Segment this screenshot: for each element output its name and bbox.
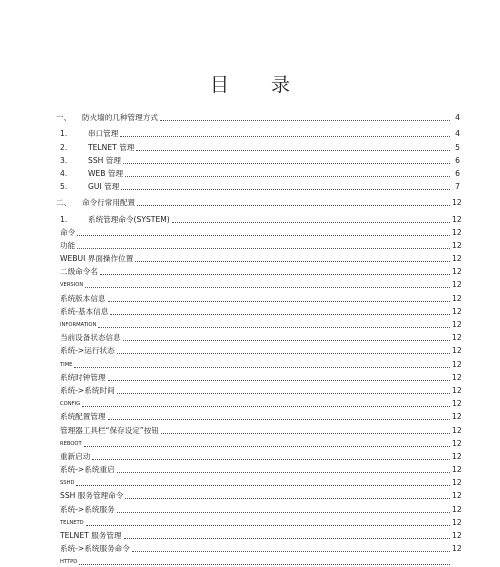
toc-entry[interactable] <box>60 370 460 383</box>
toc-entry-text: TELNET 管理 <box>88 142 135 152</box>
toc-entry[interactable] <box>60 126 460 139</box>
toc-entry-text: TIME <box>60 361 73 368</box>
toc-leader-dots <box>172 221 450 223</box>
toc-entry-number: 3. <box>60 155 68 165</box>
toc-entry[interactable] <box>56 195 462 208</box>
toc-page-number: 12 <box>452 451 462 461</box>
toc-entry-text: 系统-基本信息 <box>60 306 109 316</box>
toc-entry[interactable] <box>60 528 460 541</box>
toc-entry[interactable] <box>56 110 460 123</box>
toc-page-number: 12 <box>452 320 462 329</box>
toc-page-number: 12 <box>452 240 462 250</box>
toc-entry-text: 系统->系统服务命令 <box>60 544 130 554</box>
toc-entry-text: 管理器工具栏“保存设定”按钮 <box>60 425 159 435</box>
toc-entry[interactable] <box>60 409 460 422</box>
toc-entry[interactable] <box>60 330 460 343</box>
toc-leader-dots <box>110 313 450 315</box>
toc-entry[interactable] <box>60 396 460 409</box>
toc-entry-text: 命令行常用配置 <box>82 198 136 208</box>
toc-leader-dots <box>117 471 450 473</box>
toc-page-number: 12 <box>452 517 462 527</box>
toc-entry[interactable] <box>60 422 460 435</box>
toc-leader-dots <box>136 149 450 151</box>
toc-entry-text: GUI 管理 <box>88 182 120 192</box>
toc-leader-dots <box>77 247 450 249</box>
toc-entry[interactable] <box>60 462 460 475</box>
toc-entry-text: TELNETD <box>60 519 84 526</box>
toc-leader-dots <box>100 273 450 275</box>
page-title: 目 录 <box>209 74 309 96</box>
toc-entry[interactable] <box>60 166 460 179</box>
toc-entry[interactable] <box>60 317 460 330</box>
toc-page-number: 12 <box>452 359 462 369</box>
toc-page-number: 6 <box>455 155 460 165</box>
toc-entry-text: 系统配置管理 <box>60 412 106 422</box>
toc-leader-dots <box>125 175 450 177</box>
toc-entry-text: 系统管理命令(SYSTEM) <box>88 214 170 224</box>
toc-page-number: 12 <box>452 425 462 435</box>
toc-leader-dots <box>79 563 450 565</box>
toc-page-number: 12 <box>452 412 462 422</box>
toc-entry[interactable] <box>60 436 460 449</box>
toc-entry[interactable] <box>60 554 460 567</box>
toc-entry-text: SSH 管理 <box>88 155 121 165</box>
toc-entry-text: 系统版本信息 <box>60 293 106 303</box>
toc-page-number: 4 <box>455 129 460 139</box>
toc-entry-number: 1. <box>60 129 68 139</box>
toc-entry[interactable] <box>60 541 460 554</box>
toc-page-number: 12 <box>452 198 462 208</box>
toc-page-number: 12 <box>452 293 462 303</box>
toc-page-number: 6 <box>455 168 460 178</box>
toc-entry[interactable] <box>60 304 460 317</box>
toc-page-number: 12 <box>452 478 462 488</box>
toc-page-number: 12 <box>452 254 462 264</box>
toc-entry[interactable] <box>60 211 460 224</box>
toc-page-number: 12 <box>452 544 462 554</box>
toc-page-number: 12 <box>452 385 462 395</box>
toc-entry-text: WEB 管理 <box>88 168 124 178</box>
toc-entry[interactable] <box>60 501 460 514</box>
toc-entry-text: 二级命令名 <box>60 267 98 277</box>
toc-page-number: 4 <box>455 113 460 123</box>
toc-entry-text: SSH 服务管理命令 <box>60 491 124 501</box>
toc-leader-dots <box>108 418 450 420</box>
toc-page-number: 12 <box>452 372 462 382</box>
toc-entry-text: 功能 <box>60 240 76 250</box>
toc-page-number: 12 <box>452 531 462 540</box>
toc-leader-dots <box>117 511 450 513</box>
toc-entry[interactable] <box>60 475 460 488</box>
toc-leader-dots <box>76 484 450 486</box>
toc-entry[interactable] <box>60 343 460 356</box>
toc-leader-dots <box>77 234 450 236</box>
toc-entry-number: 2. <box>60 142 68 152</box>
toc-entry[interactable] <box>60 225 460 238</box>
toc-leader-dots <box>117 352 450 354</box>
toc-entry-text: VERSION <box>60 282 84 289</box>
toc-entry-text: 系统->系统服务 <box>60 504 115 514</box>
toc-entry-text: 防火墙的几种管理方式 <box>82 113 158 123</box>
toc-entry-text: 重新启动 <box>60 451 91 461</box>
toc-leader-dots <box>98 326 450 328</box>
toc-entry-text: 系统->系统重启 <box>60 465 115 475</box>
toc-leader-dots <box>132 550 450 552</box>
toc-leader-dots <box>82 405 450 407</box>
toc-entry[interactable] <box>60 153 460 166</box>
toc-page-number: 12 <box>452 227 462 237</box>
toc-page-number: 12 <box>452 280 462 290</box>
toc-entry-text: 系统时钟管理 <box>60 372 106 382</box>
toc-entry-text: SSHD <box>60 480 75 487</box>
toc-entry[interactable] <box>60 488 460 501</box>
toc-entry-number: 二、 <box>56 198 72 208</box>
toc-leader-dots <box>86 524 450 526</box>
toc-leader-dots <box>123 339 450 341</box>
toc-entry[interactable] <box>60 238 460 251</box>
toc-entry-text: 命令 <box>60 227 76 237</box>
toc-entry[interactable] <box>60 383 460 396</box>
toc-entry-text: CONFIG <box>60 401 81 408</box>
toc-entry-text: 系统->运行状态 <box>60 346 115 356</box>
toc-leader-dots <box>161 432 450 434</box>
toc-page-number: 12 <box>452 346 462 356</box>
toc-leader-dots <box>160 119 450 121</box>
toc-entry[interactable] <box>60 515 460 528</box>
table-of-contents <box>56 110 462 567</box>
toc-page-number: 5 <box>455 142 460 152</box>
toc-leader-dots <box>125 497 450 499</box>
toc-leader-dots <box>108 300 450 302</box>
toc-leader-dots <box>124 537 450 539</box>
toc-page-number: 12 <box>452 267 462 277</box>
toc-entry-number: 4. <box>60 168 68 178</box>
toc-leader-dots <box>137 204 450 206</box>
toc-leader-dots <box>85 286 450 288</box>
toc-page-number: 12 <box>452 306 462 316</box>
toc-entry[interactable] <box>60 264 460 277</box>
toc-leader-dots <box>135 260 450 262</box>
toc-entry-text: REBOOT <box>60 440 82 447</box>
toc-entry-text: WEBUI 界面操作位置 <box>60 254 134 264</box>
toc-entry[interactable] <box>60 179 460 192</box>
toc-leader-dots <box>74 366 450 368</box>
toc-entry-text: TELNET 服务管理 <box>60 531 122 540</box>
toc-page-number: 12 <box>452 504 462 514</box>
toc-entry-number: 1. <box>60 214 68 224</box>
toc-page-number: 12 <box>452 214 462 224</box>
toc-entry[interactable] <box>60 277 460 290</box>
toc-page-number: 12 <box>452 491 462 501</box>
toc-page-number: 7 <box>455 182 460 192</box>
toc-entry[interactable] <box>60 290 460 303</box>
toc-entry-text: 串口管理 <box>88 129 119 139</box>
toc-entry-number: 5. <box>60 182 68 192</box>
toc-leader-dots <box>117 392 450 394</box>
toc-page-number: 12 <box>452 438 462 448</box>
toc-leader-dots <box>123 162 450 164</box>
toc-entry[interactable] <box>60 251 460 264</box>
toc-leader-dots <box>92 458 450 460</box>
toc-page-number: 12 <box>452 465 462 475</box>
toc-entry[interactable] <box>60 139 460 152</box>
toc-leader-dots <box>108 379 450 381</box>
toc-entry-text: HTTPD <box>60 559 78 566</box>
toc-page-number: 12 <box>452 399 462 409</box>
toc-page-number: 12 <box>452 333 462 343</box>
toc-entry-text: 系统->系统时间 <box>60 385 115 395</box>
toc-entry-number: 一、 <box>56 113 72 123</box>
toc-entry-text: 当前设备状态信息 <box>60 333 121 343</box>
toc-leader-dots <box>84 445 450 447</box>
toc-leader-dots <box>121 188 450 190</box>
toc-leader-dots <box>120 135 450 137</box>
toc-entry-text: INFORMATION <box>60 322 97 328</box>
toc-entry[interactable] <box>60 449 460 462</box>
toc-entry[interactable] <box>60 356 460 369</box>
